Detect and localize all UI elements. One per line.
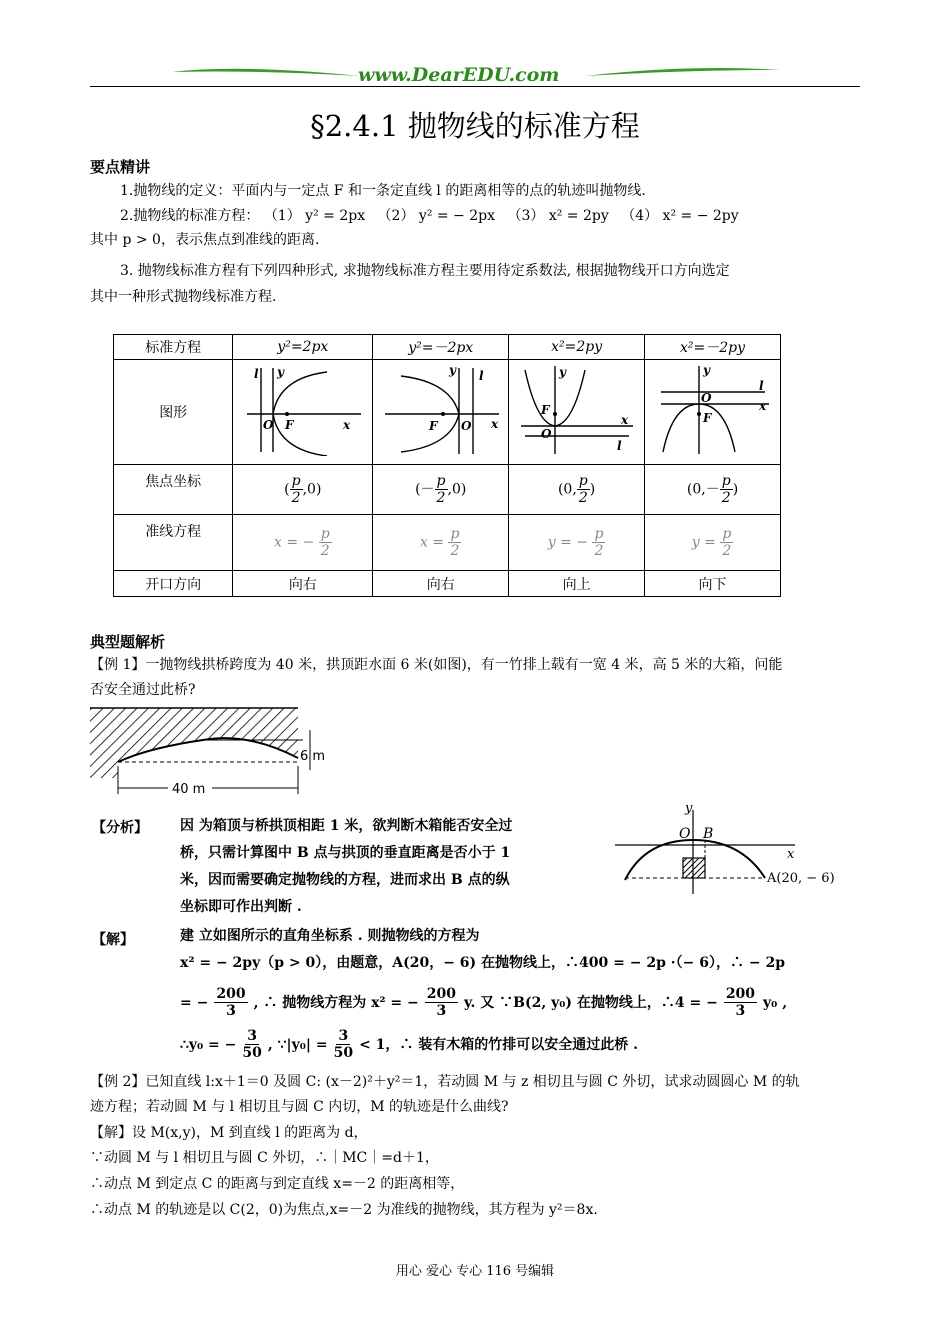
- focus-post: ): [589, 481, 596, 498]
- label-y: y: [448, 364, 456, 377]
- definition-text: 1.抛物线的定义：平面内与一定点 F 和一条定直线 l 的距离相等的点的轨迹叫抛物线.: [120, 183, 646, 199]
- focus-cell: [645, 465, 781, 515]
- section-heading: 要点精讲: [90, 158, 151, 176]
- label-f: F: [284, 418, 294, 432]
- analysis-line: 桥，只需计算图中 B 点与拱顶的垂直距离是否小于 1: [180, 845, 511, 861]
- example2-solution: ∴动点 M 到定点 C 的距离与到定直线 x=－2 的距离相等，: [90, 1176, 465, 1192]
- equation-cell: y²=2px: [233, 335, 373, 360]
- directrix-pre: x = −: [273, 534, 315, 551]
- focus-cell: [373, 465, 509, 515]
- denominator: 3: [735, 1003, 746, 1019]
- focus-post: ,0): [302, 481, 322, 498]
- table-row: [114, 465, 781, 515]
- graph-cell: [509, 360, 645, 465]
- denominator: 2: [436, 490, 446, 506]
- label-b: B: [703, 826, 714, 842]
- opening-cell: 向上: [509, 571, 645, 597]
- focus-post: ): [732, 481, 739, 498]
- label-y: y: [702, 364, 710, 377]
- fraction: [214, 986, 247, 1019]
- fraction: [319, 526, 332, 559]
- bridge-figure: [88, 700, 338, 798]
- footer: 用心 爱心 专心 116 号编辑: [395, 1264, 555, 1279]
- numerator: p: [291, 473, 301, 489]
- numerator: p: [320, 526, 330, 542]
- focus-pre: (0,－: [686, 481, 720, 498]
- form-2: （2） y² = − 2px: [377, 208, 496, 224]
- example2-solution: 【解】设 M(x,y)，M 到直线 l 的距离为 d，: [90, 1125, 368, 1141]
- opening-cell: 向下: [645, 571, 781, 597]
- height-label: 6 m: [300, 749, 326, 764]
- denominator: 2: [722, 543, 732, 559]
- example2-solution: ∴动点 M 的轨迹是以 C(2，0)为焦点,x=－2 为准线的抛物线，其方程为 y²＝8x.: [90, 1202, 598, 1218]
- standard-table: [113, 334, 781, 597]
- focus-pre: (0,: [557, 481, 577, 498]
- method-text-2: 其中一种形式抛物线标准方程.: [90, 289, 277, 305]
- row-label: 开口方向: [114, 571, 233, 597]
- denominator: 2: [578, 490, 588, 506]
- label-y: y: [558, 365, 566, 379]
- denominator: 3: [226, 1003, 236, 1019]
- graph-cell: [373, 360, 509, 465]
- label-f: F: [702, 411, 712, 425]
- row-label: 图形: [114, 360, 233, 465]
- analysis-line: 坐标即可作出判断 .: [180, 899, 302, 915]
- label-y: y: [276, 365, 284, 379]
- label-o: O: [679, 826, 691, 842]
- example1-text-1: 【例 1】一抛物线拱桥跨度为 40 米，拱顶距水面 6 米(如图)，有一竹排上载有一宽 4 米，高 5 米的大箱，问能: [90, 657, 783, 673]
- page-title: §2.4.1 抛物线的标准方程: [310, 109, 640, 143]
- focus-pre: (－: [415, 481, 435, 498]
- table-row: [114, 571, 781, 597]
- label-a: A(20, − 6): [767, 871, 835, 886]
- text: , ∴ 抛物线方程为 x² = −: [253, 994, 419, 1011]
- solution-label: 【解】: [92, 932, 134, 948]
- numerator: p: [436, 473, 446, 489]
- opening-cell: 向右: [373, 571, 509, 597]
- graph-cell: [233, 360, 373, 465]
- parabola-up-graph: [517, 364, 637, 456]
- example2-solution: ∵动圆 M 与 l 相切且与圆 C 外切，∴｜MC｜=d＋1，: [90, 1150, 439, 1166]
- label-l: l: [478, 369, 484, 383]
- denominator: 50: [333, 1045, 354, 1061]
- numerator: 3: [247, 1028, 257, 1044]
- text: , ∵|y₀| =: [267, 1036, 328, 1053]
- label-y: y: [685, 801, 693, 816]
- example2-text-1: 【例 2】已知直线 l:x＋1＝0 及圆 C: (x－2)²＋y²＝1，若动圆 M 与 z 相切且与圆 C 外切，试求动圆圆心 M 的轨: [90, 1074, 800, 1090]
- fraction: [242, 1028, 261, 1061]
- label-x: x: [490, 417, 498, 431]
- p-note: 其中 p > 0，表示焦点到准线的距离.: [90, 232, 320, 248]
- table-row: [114, 360, 781, 465]
- focus-pre: (: [284, 481, 290, 498]
- numerator: p: [721, 473, 731, 489]
- directrix-cell: [509, 515, 645, 571]
- label-x: x: [620, 413, 628, 427]
- table-row: [114, 515, 781, 571]
- standard-forms: [120, 206, 739, 226]
- equation-cell: x²=2py: [509, 335, 645, 360]
- directrix-pre: y = −: [547, 534, 589, 551]
- text: < 1，∴ 装有木箱的竹排可以安全通过此桥 .: [359, 1036, 639, 1053]
- example1-text-2: 否安全通过此桥?: [90, 682, 196, 698]
- directrix-cell: [373, 515, 509, 571]
- fraction: [448, 526, 461, 559]
- table-row: [114, 335, 781, 360]
- fraction: [425, 986, 458, 1019]
- focus-cell: [509, 465, 645, 515]
- fraction: [334, 1028, 353, 1061]
- directrix-pre: x =: [419, 534, 445, 551]
- analysis-line: 米，因而需要确定抛物线的方程，进而求出 B 点的纵: [180, 872, 510, 888]
- label-f: F: [540, 403, 550, 417]
- label-o: O: [700, 391, 711, 405]
- label-x: x: [787, 847, 795, 862]
- text: = −: [180, 994, 209, 1011]
- header-rule: [90, 86, 860, 87]
- row-label: 焦点坐标: [114, 465, 233, 515]
- row-label: 准线方程: [114, 515, 233, 571]
- fraction: [290, 473, 303, 506]
- parabola-left-graph: [381, 364, 501, 456]
- label-o: O: [460, 419, 472, 433]
- form-4: （4） x² = − 2py: [621, 208, 739, 224]
- opening-cell: 向右: [233, 571, 373, 597]
- numerator: 200: [725, 986, 756, 1002]
- numerator: p: [722, 526, 732, 542]
- graph-cell: [645, 360, 781, 465]
- directrix-cell: [233, 515, 373, 571]
- focus-post: ,0): [447, 481, 467, 498]
- fraction: [435, 473, 448, 506]
- fraction: [577, 473, 590, 506]
- header-banner: [90, 62, 860, 90]
- parabola-right-graph: [243, 364, 363, 456]
- denominator: 2: [594, 543, 604, 559]
- site-logo: www.DearEDU.com: [358, 64, 560, 86]
- directrix-cell: [645, 515, 781, 571]
- solution-line-4: [180, 1028, 638, 1061]
- label-o: O: [262, 418, 274, 432]
- example2-text-2: 迹方程；若动圆 M 与 l 相切且与圆 C 内切，M 的轨迹是什么曲线?: [90, 1099, 509, 1115]
- numerator: p: [450, 526, 460, 542]
- label-o: O: [540, 427, 552, 441]
- denominator: 2: [291, 490, 301, 506]
- text: ∴y₀ = −: [180, 1036, 237, 1053]
- denominator: 3: [436, 1003, 447, 1019]
- span-label: 40 m: [172, 782, 206, 797]
- focus-cell: [233, 465, 373, 515]
- fraction: [592, 526, 605, 559]
- text: y₀ ,: [763, 994, 788, 1011]
- text: y. 又 ∵B(2, y₀) 在抛物线上，∴4 = −: [464, 994, 718, 1011]
- directrix-pre: y =: [691, 534, 716, 551]
- form-1: （1） y² = 2px: [263, 208, 366, 224]
- coordinate-figure: [615, 800, 865, 896]
- denominator: 2: [450, 543, 460, 559]
- label-f: F: [428, 419, 438, 433]
- solution-line-3: [180, 986, 787, 1019]
- forms-label: 2.抛物线的标准方程：: [120, 208, 260, 224]
- fraction: [720, 526, 733, 559]
- label-l: l: [616, 439, 622, 453]
- section-heading: 典型题解析: [90, 633, 166, 651]
- numerator: 3: [338, 1028, 349, 1044]
- label-x: x: [342, 418, 350, 432]
- label-x: x: [758, 399, 766, 413]
- numerator: p: [578, 473, 588, 489]
- denominator: 50: [242, 1045, 262, 1061]
- analysis-label: 【分析】: [92, 820, 148, 836]
- fraction: [720, 473, 733, 506]
- row-label: 标准方程: [114, 335, 233, 360]
- equation-cell: y²=－2px: [373, 335, 509, 360]
- solution-line: x² = − 2py（p > 0），由题意，A(20，− 6) 在抛物线上，∴400 = − 2p ·（− 6），∴ − 2p: [180, 955, 785, 971]
- fraction: [724, 986, 757, 1019]
- solution-line: 建 立如图所示的直角坐标系 . 则抛物线的方程为: [180, 928, 480, 944]
- label-l: l: [758, 379, 764, 393]
- label-l: l: [253, 367, 259, 381]
- method-text-1: 3. 抛物线标准方程有下列四种形式, 求抛物线标准方程主要用待定系数法, 根据抛物线开口方向选定: [120, 263, 730, 279]
- denominator: 2: [320, 543, 330, 559]
- numerator: 200: [426, 986, 456, 1002]
- numerator: p: [594, 526, 604, 542]
- denominator: 2: [721, 490, 731, 506]
- analysis-line: 因 为箱顶与桥拱顶相距 1 米，欲判断木箱能否安全过: [180, 818, 513, 834]
- parabola-down-graph: [653, 364, 773, 456]
- equation-cell: x²=－2py: [645, 335, 781, 360]
- form-3: （3） x² = 2py: [507, 208, 609, 224]
- numerator: 200: [216, 986, 246, 1002]
